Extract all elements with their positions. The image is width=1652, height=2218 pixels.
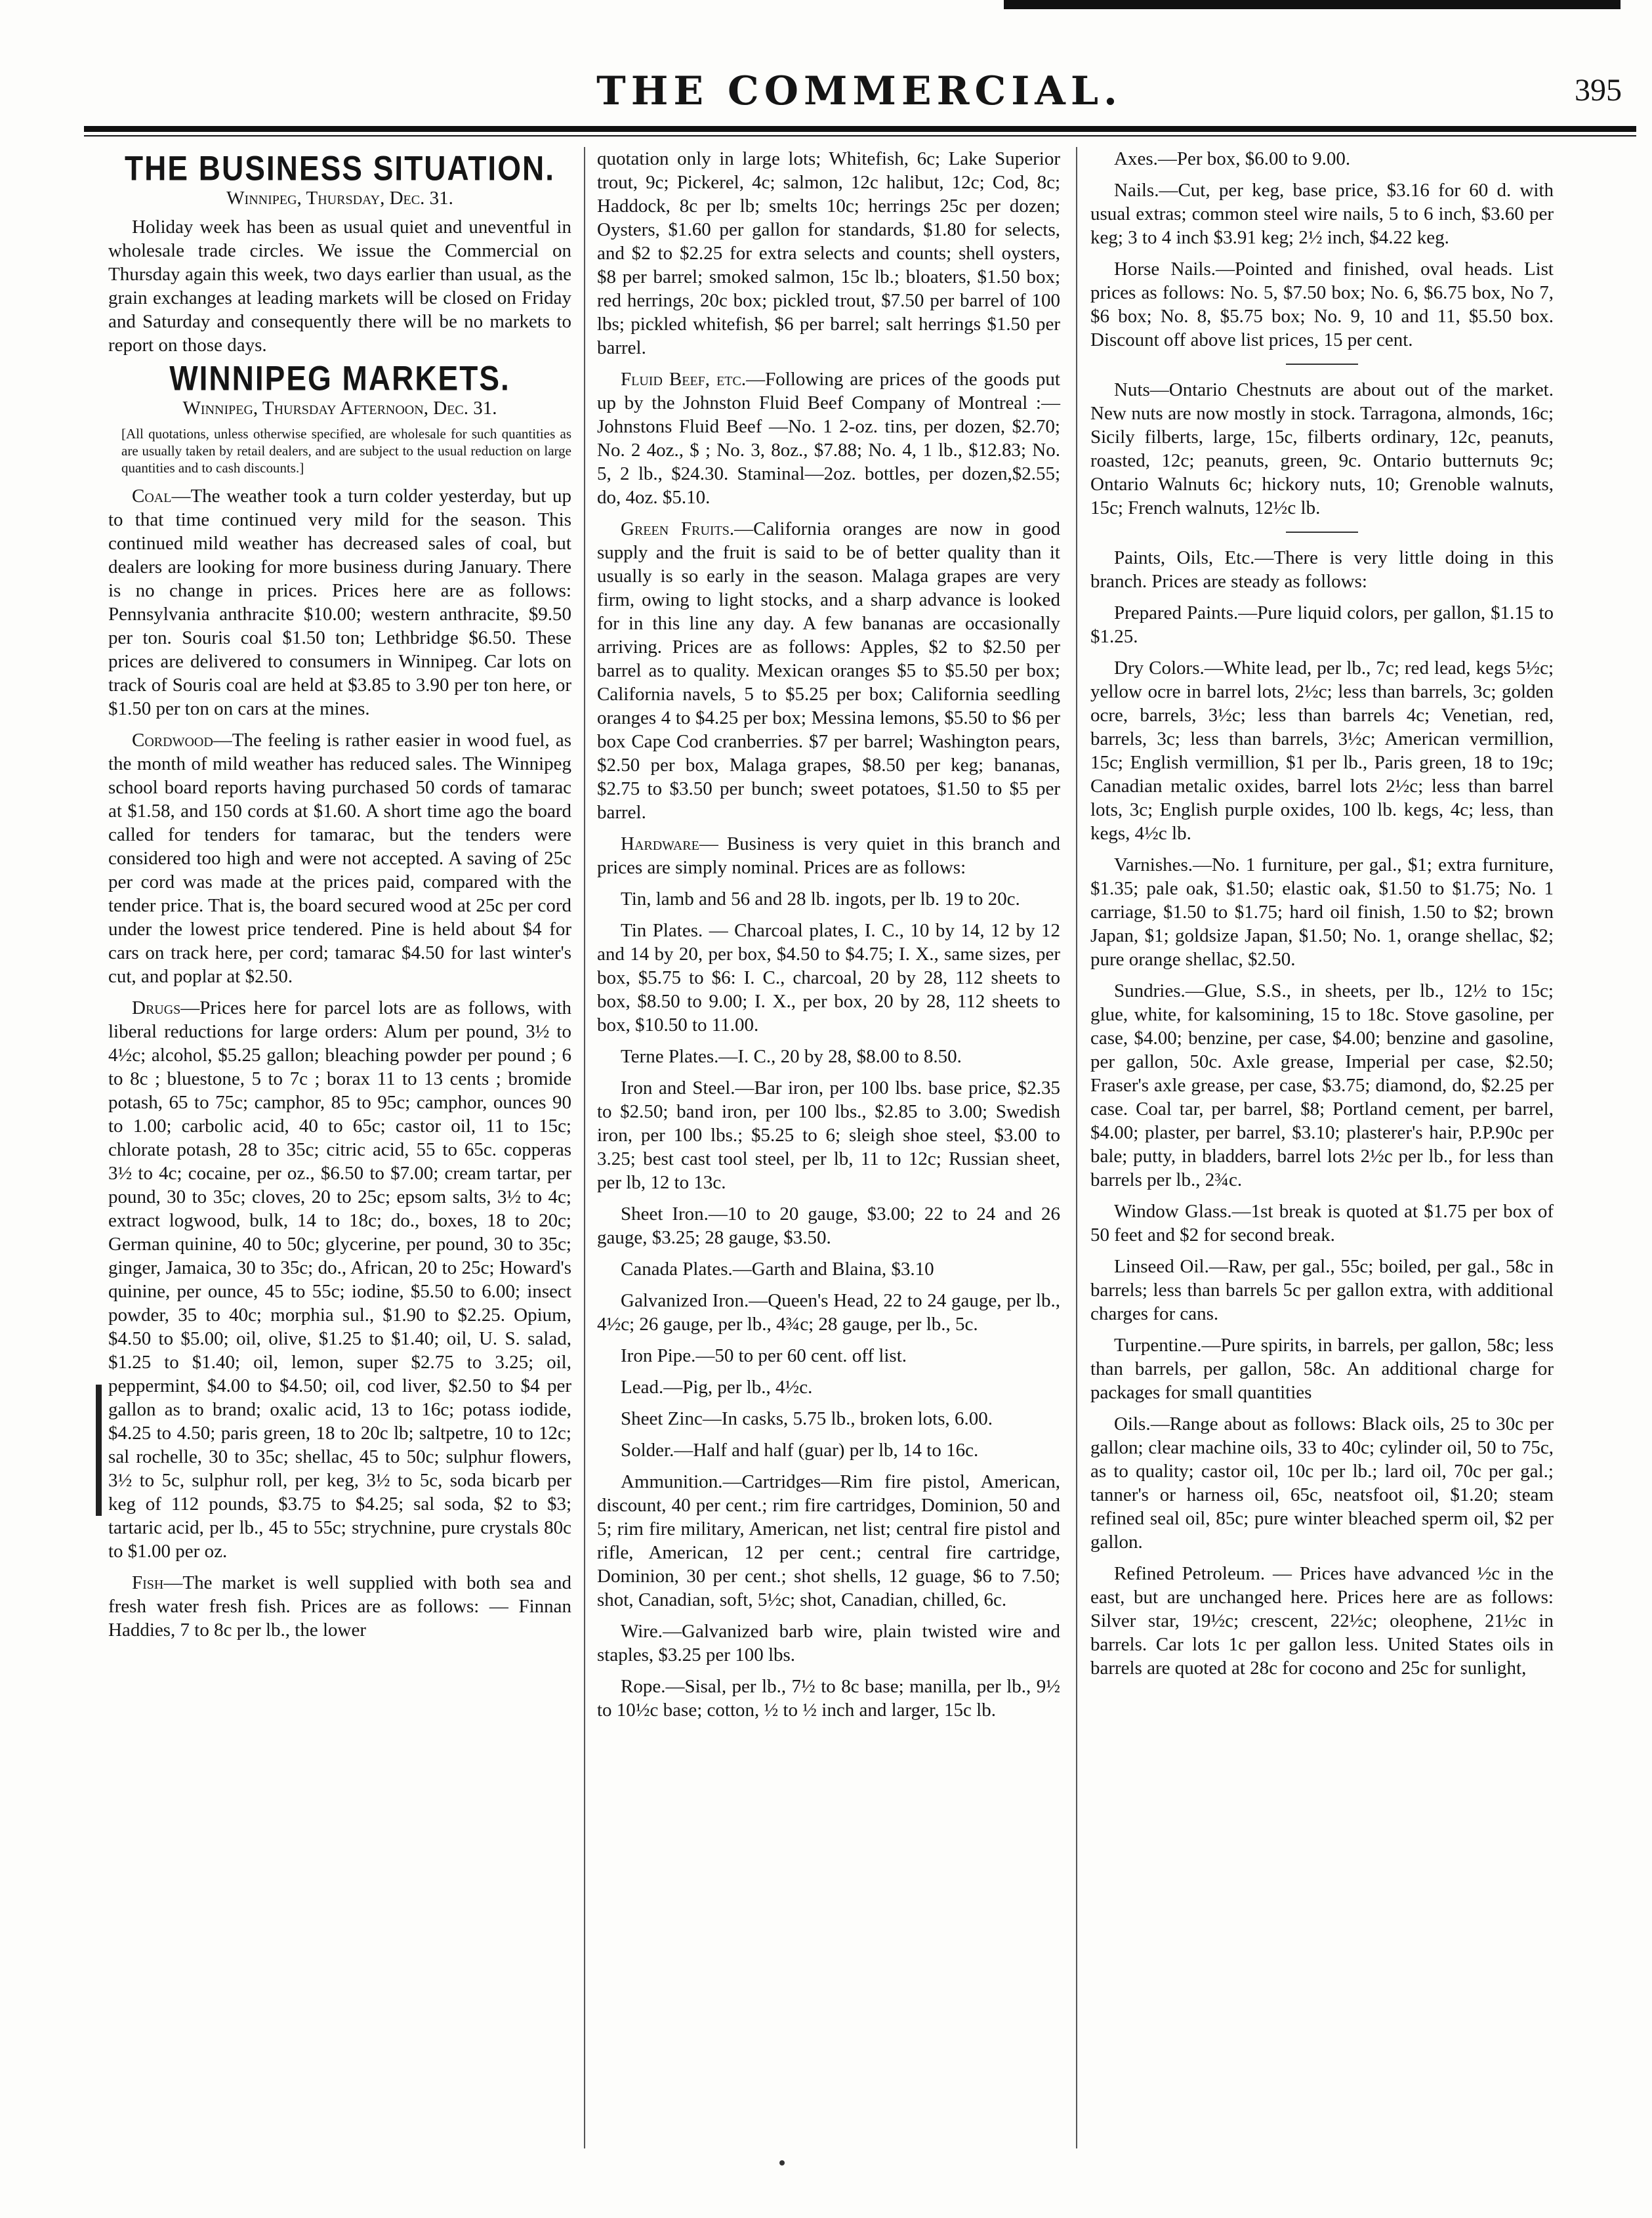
text-drugs: —Prices here for parcel lots are as follows, with liberal reductions for large orders: Alum per pound, 3½ to 4½c; alcohol, $5.25 gallon; bleaching powder per pound ; 6 to 8c ; bluestone, 5 to 7c ; borax 11 to 13 cents ; bromide potash, 65 to 75c; camphor, 85 to 95c; camphor, ounces 90 to 1.00; carbolic acid, 40 to 65c; castor oil, 11 to 15c; chlorate potash, 28 to 35c; citric acid, 55 to 65c. copperas 3½ to 4c; cocaine, per oz., $6.50 to $7.00; cream tartar, per pound, 30 to 35c; cloves, 20 to 25c; epsom salts, 3½ to 4c; extract logwood, bulk, 14 to 18c; do., boxes, 18 to 20c; German quinine, 40 to 50c; glycerine, per pound, 30 to 35c; ginger, Jamaica, 30 to 35c; do., African, 20 to 25c; Howard's quinine, per ounce, 45 to 55c; iodine, $5.50 to 6.00; insect powder, 35 to 40c; morphia sul., $1.90 to $2.25. Opium, $4.50 to $5.00; oil, olive, $1.25 to $1.40; oil, U. S. salad, $1.25 to $1.40; oil, lemon, super $2.75 to 3.25; oil, peppermint, $4.00 to $4.50; oil, cod liver, $2.50 to $4 per gallon as to brand; oxalic acid, 13 to 16c; potass iodide, $4.25 to 4.50; paris green, 18 to 20c lb; saltpetre, 10 to 12c; sal rochelle, 30 to 35c; shellac, 45 to 50c; sulphur flowers, 3½ to 5c, sulphur roll, per keg, 3½ to 5c, soda bicarb per keg of 112 pounds, $3.75 to $4.25; sal soda, $2 to $3; tartaric acid, per lb., 45 to 55c; strychnine, pure crystals 80c to $1.00 per oz. xyxy=(108,997,571,1562)
masthead xyxy=(79,68,1640,127)
text-fish: —The market is well supplied with both sea and fresh water fresh fish. Prices are as follows: — Finnan Haddies, 7 to 8c per lb., the lower xyxy=(108,1572,571,1641)
paragraph-wire: Wire.—Galvanized barb wire, plain twisted wire and staples, $3.25 per 100 lbs. xyxy=(597,1621,1060,1665)
paragraph-tin-plates: Tin Plates. — Charcoal plates, I. C., 10 by 14, 12 by 12 and 14 by 20, per box, $4.50 to $4.75; I. X., same sizes, per box, $5.75 to $6: I. C., charcoal, 20 by 28, 112 sheets to box, $8.50 to 9.00; I. X., per box, 20 by 28, 112 sheets to box, $10.50 to 11.00. xyxy=(597,920,1060,1036)
paragraph-iron-pipe: Iron Pipe.—50 to per 60 cent. off list. xyxy=(621,1345,907,1366)
lead-cordwood: Cordwood xyxy=(132,730,213,751)
paragraph-fluid-beef xyxy=(597,367,1060,509)
quotations-note: [All quotations, unless otherwise specified, are wholesale for such quantities as are usually taken by retail dealers, and are subject to the usual reduction on large quantities and to cash discounts.] xyxy=(121,426,571,476)
margin-mark xyxy=(96,1385,102,1516)
header-rule-thick xyxy=(84,126,1636,132)
column-3 xyxy=(1090,147,1554,1688)
paragraph-solder: Solder.—Half and half (guar) per lb, 14 to 16c. xyxy=(621,1440,979,1461)
ink-speck xyxy=(779,2160,785,2166)
top-edge-rule xyxy=(1004,0,1621,9)
dateline-markets: Winnipeg, Thursday Afternoon, Dec. 31. xyxy=(182,398,497,419)
paragraph-ammunition: Ammunition.—Cartridges—Rim fire pistol, American, discount, 40 per cent.; rim fire cartridges, Dominion, 50 and 5; rim fire military, American, net list; central fire pistol and rifle, American, 12 per cent.; central fire cartridge, Dominion, 30 per cent.; shot shells, 12 guage, $6 to 7.50; shot, Canadian, soft, 5½c; shot, Canadian, chilled, 6c. xyxy=(597,1471,1060,1610)
paragraph-oils: Oils.—Range about as follows: Black oils, 25 to 30c per gallon; clear machine oils, 33 to 40c; cylinder oil, 50 to 75c, as to quality; castor oil, 10c per lb.; lard oil, 70c per gal.; tanner's or harness oil, 65c, neatsfoot oil, $1.20; steam refined seal oil, 85c; pure winter bleached sperm oil, $2 per gallon. xyxy=(1090,1413,1554,1553)
publication-title: THE COMMERCIAL. xyxy=(596,68,1123,114)
paragraph-paints-oils: Paints, Oils, Etc.—There is very little doing in this branch. Prices are steady as follows: xyxy=(1090,547,1554,592)
lead-fluid-beef: Fluid Beef, etc. xyxy=(621,369,747,390)
paragraph-fish-continued: quotation only in large lots; Whitefish, 6c; Lake Superior trout, 9c; Pickerel, 4c; salmon, 12c halibut, 12c; Cod, 8c; Haddock, 8c per lb; smelts 10c; herrings 25c per dozen; Oysters, $1.60 per gallon for standards, $1.80 for selects, and $2 to $2.25 for extra selects and counts; shell oysters, $8 per barrel; smoked salmon, 15c lb.; bloaters, $1.50 box; red herrings, 20c box; pickled trout, $7.50 per barrel of 100 lbs; pickled whitefish, $6 per barrel; salt herrings $1.50 per barrel. xyxy=(597,148,1060,358)
paragraph-tin: Tin, lamb and 56 and 28 lb. ingots, per lb. 19 to 20c. xyxy=(621,889,1020,910)
heading-winnipeg-markets: WINNIPEG MARKETS. xyxy=(169,358,510,398)
lead-coal: Coal xyxy=(132,486,172,507)
paragraph-cordwood xyxy=(108,728,571,988)
paragraph-prepared-paints: Prepared Paints.—Pure liquid colors, per gallon, $1.15 to $1.25. xyxy=(1090,602,1554,647)
section-divider xyxy=(1286,364,1358,365)
paragraph-drugs xyxy=(108,996,571,1563)
heading-business-situation: THE BUSINESS SITUATION. xyxy=(125,148,555,188)
paragraph-iron-steel: Iron and Steel.—Bar iron, per 100 lbs. base price, $2.35 to $2.50; band iron, per 100 lbs., $2.85 to 3.00; Swedish iron, per 100 lbs.; $5.25 to 6; sleigh shoe steel, $3.00 to 3.25; best cast tool steel, per lb, 11 to 12c; Russian sheet, per lb, 12 to 13c. xyxy=(597,1078,1060,1193)
paragraph-varnishes: Varnishes.—No. 1 furniture, per gal., $1; extra furniture, $1.35; pale oak, $1.50; elastic oak, $1.50 to $1.75; No. 1 carriage, $1.50 to $1.75; hard oil finish, 1.50 to $2; brown Japan, $1; goldsize Japan, $1.50; No. 1, orange shellac, $2; pure orange shellac, $2.50. xyxy=(1090,854,1554,970)
paragraph-canada-plates: Canada Plates.—Garth and Blaina, $3.10 xyxy=(621,1259,934,1280)
text-cordwood: —The feeling is rather easier in wood fuel, as the month of mild weather has reduced sales. The Winnipeg school board reports having purchased 50 cords of tamarac at $1.58, and 150 cords at $1.60. A short time ago the board called for tenders for tamarac, but the tenders were considered too high and were not accepted. A saving of 25c per cord was made at the prices paid, compared with the tender price. That is, the board secured wood at 25c per cord under the lowest price tendered. Pine is held about $4 for cars on track here, per cord; tamarac $4.50 for last winter's cut, and poplar at $2.50. xyxy=(108,730,571,987)
paragraph-linseed-oil: Linseed Oil.—Raw, per gal., 55c; boiled, per gal., 58c in barrels; less than barrels 5c per gallon extra, with additional charges for cans. xyxy=(1090,1256,1554,1324)
paragraph-terne-plates: Terne Plates.—I. C., 20 by 28, $8.00 to 8.50. xyxy=(621,1046,962,1067)
paragraph-sheet-iron: Sheet Iron.—10 to 20 gauge, $3.00; 22 to 24 and 26 gauge, $3.25; 28 gauge, $3.50. xyxy=(597,1203,1060,1248)
column-1 xyxy=(108,147,571,1650)
text-fluid-beef: —Following are prices of the goods put up by the Johnston Fluid Beef Company of Montreal :—Johnstons Fluid Beef —No. 1 2-oz. tins, per dozen, $2.70; No. 2 4oz., $ ; No. 3, 8oz., $7.88; No. 4, 1 lb., $12.83; No. 5, 2 lb., $24.30. Staminal—2oz. bottles, per dozen,$2.55; do, 4oz. $5.10. xyxy=(597,369,1060,508)
paragraph-turpentine: Turpentine.—Pure spirits, in barrels, per gallon, 58c; less than barrels, per gallon, 58c. An additional charge for packages for small quantities xyxy=(1090,1335,1554,1403)
paragraph-situation: Holiday week has been as usual quiet and uneventful in wholesale trade circles. We issue the Commercial on Thursday again this week, two days earlier than usual, as the grain exchanges at leading markets will be closed on Friday and Saturday and consequently there will be no markets to report on those days. xyxy=(108,217,571,356)
text-green-fruits: —California oranges are now in good supply and the fruit is said to be of better quality than it usually is so early in the season. Malaga grapes are very firm, owing to light stocks, and a sharp advance is looked for in this line any day. A few bananas are occasionally arriving. Prices are as follows: Apples, $2 to $2.50 per barrel as to quality. Mexican oranges $5 to $5.50 per box; California navels, 5 to $5.25 per box; California seedling oranges 4 to $4.25 per box; Messina lemons, $5.50 to $6 per box Cape Cod cranberries. $7 per barrel; Washington pears, $2.50 per box, Malaga grapes, $8.50 per keg; bananas, $2.75 to $3.50 per bunch; sweet potatoes, $1.50 to $5 per barrel. xyxy=(597,518,1060,823)
paragraph-green-fruits xyxy=(597,517,1060,824)
paragraph-hardware xyxy=(597,832,1060,879)
dateline-situation: Winnipeg, Thursday, Dec. 31. xyxy=(226,188,453,209)
paragraph-axes: Axes.—Per box, $6.00 to 9.00. xyxy=(1114,148,1351,169)
paragraph-fish xyxy=(108,1571,571,1642)
paragraph-nails: Nails.—Cut, per keg, base price, $3.16 for 60 d. with usual extras; common steel wire nails, 5 to 6 inch, $3.60 per keg; 3 to 4 inch $3.91 keg; 2½ inch, $4.22 keg. xyxy=(1090,180,1554,248)
lead-drugs: Drugs xyxy=(132,997,181,1018)
lead-green-fruits: Green Fruits. xyxy=(621,518,735,539)
header-rule-thin xyxy=(84,135,1636,136)
paragraph-nuts: Nuts—Ontario Chestnuts are about out of the market. New nuts are now mostly in stock. Tarragona, almonds, 16c; Sicily filberts, large, 15c, filberts ordinary, 12c, peanuts, roasted, 12c; peanuts, green, 9c. Ontario butternuts 9c; Ontario Walnuts 6c; hickory nuts, 10; Grenoble walnuts, 15c; French walnuts, 12½c lb. xyxy=(1090,379,1554,518)
text-hardware: — Business is very quiet in this branch and prices are simply nominal. Prices are as follows: xyxy=(597,833,1060,878)
paragraph-coal xyxy=(108,484,571,721)
column-2 xyxy=(597,147,1060,1730)
paragraph-sundries: Sundries.—Glue, S.S., in sheets, per lb., 12½ to 15c; glue, white, for kalsomining, 15 to 18c. Stove gasoline, per case, $4.00; benzine, per case, $4.00; benzine and gasoline, per gallon, 50c. Axle grease, Imperial per case, $2.50; Fraser's axle grease, per case, $3.75; diamond, do, $2.25 per case. Coal tar, per barrel, $8; Portland cement, per barrel, $4.00; plaster, per barrel, $3.10; plasterer's hair, P.P.90c per bale; putty, in bladders, barrel lots 2½c per lb., for less than barrels per lb., 2¾c. xyxy=(1090,980,1554,1190)
paragraph-sheet-zinc: Sheet Zinc—In casks, 5.75 lb., broken lots, 6.00. xyxy=(621,1408,993,1429)
column-divider-2 xyxy=(1076,147,1077,2148)
lead-fish: Fish xyxy=(132,1572,164,1593)
lead-hardware: Hardware xyxy=(621,833,699,854)
paragraph-lead: Lead.—Pig, per lb., 4½c. xyxy=(621,1377,813,1398)
paragraph-horse-nails: Horse Nails.—Pointed and finished, oval heads. List prices as follows: No. 5, $7.50 box; No. 6, $6.75 box, No 7, $6 box; No. 8, $5.75 box; No. 9, 10 and 11, $5.50 box. Discount off above list prices, 15 per cent. xyxy=(1090,259,1554,350)
section-divider xyxy=(1286,532,1358,533)
paragraph-dry-colors: Dry Colors.—White lead, per lb., 7c; red lead, kegs 5½c; yellow ocre in barrel lots, 2½c; less than barrels, 3c; golden ocre, barrels, 3½c; less than barrels 4c; Venetian, red, barrels, 3c; less than barrels, 3½c; American vermillion, 15c; English vermillion, $1 per lb., Paris green, 18 to 19c; Canadian metalic oxides, barrel lots 2½c; less than barrel lots, 3c; English purple oxides, 100 lb. kegs, 4c; less, than kegs, 4½c lb. xyxy=(1090,658,1554,844)
column-divider-1 xyxy=(584,147,585,2148)
text-coal: —The weather took a turn colder yesterday, but up to that time continued very mild for the season. This continued mild weather has decreased sales of coal, but dealers are looking for more business during January. There is no change in prices. Prices here are as follows: Pennsylvania anthracite $10.00; western anthracite, $9.50 per ton. Souris coal $1.50 ton; Lethbridge $6.50. These prices are delivered to consumers in Winnipeg. Car lots on track of Souris coal are held at $3.85 to 3.90 per ton here, or $1.50 per ton on cars at the mines. xyxy=(108,486,571,719)
paragraph-galvanized-iron: Galvanized Iron.—Queen's Head, 22 to 24 gauge, per lb., 4½c; 26 gauge, per lb., 4¾c; 28 gauge, per lb., 5c. xyxy=(597,1290,1060,1335)
paragraph-window-glass: Window Glass.—1st break is quoted at $1.75 per box of 50 feet and $2 for second break. xyxy=(1090,1201,1554,1245)
paragraph-refined-petroleum: Refined Petroleum. — Prices have advanced ½c in the east, but are unchanged here. Prices here are as follows: Silver star, 19½c; crescent, 22½c; oleophene, 21½c in barrels. Car lots 1c per gallon less. United States oils in barrels are quoted at 28c for cocono and 25c for sunlight, xyxy=(1090,1563,1554,1679)
page-number: 395 xyxy=(1575,73,1622,108)
paragraph-rope: Rope.—Sisal, per lb., 7½ to 8c base; manilla, per lb., 9½ to 10½c base; cotton, ½ to ½ inch and larger, 15c lb. xyxy=(597,1676,1060,1721)
